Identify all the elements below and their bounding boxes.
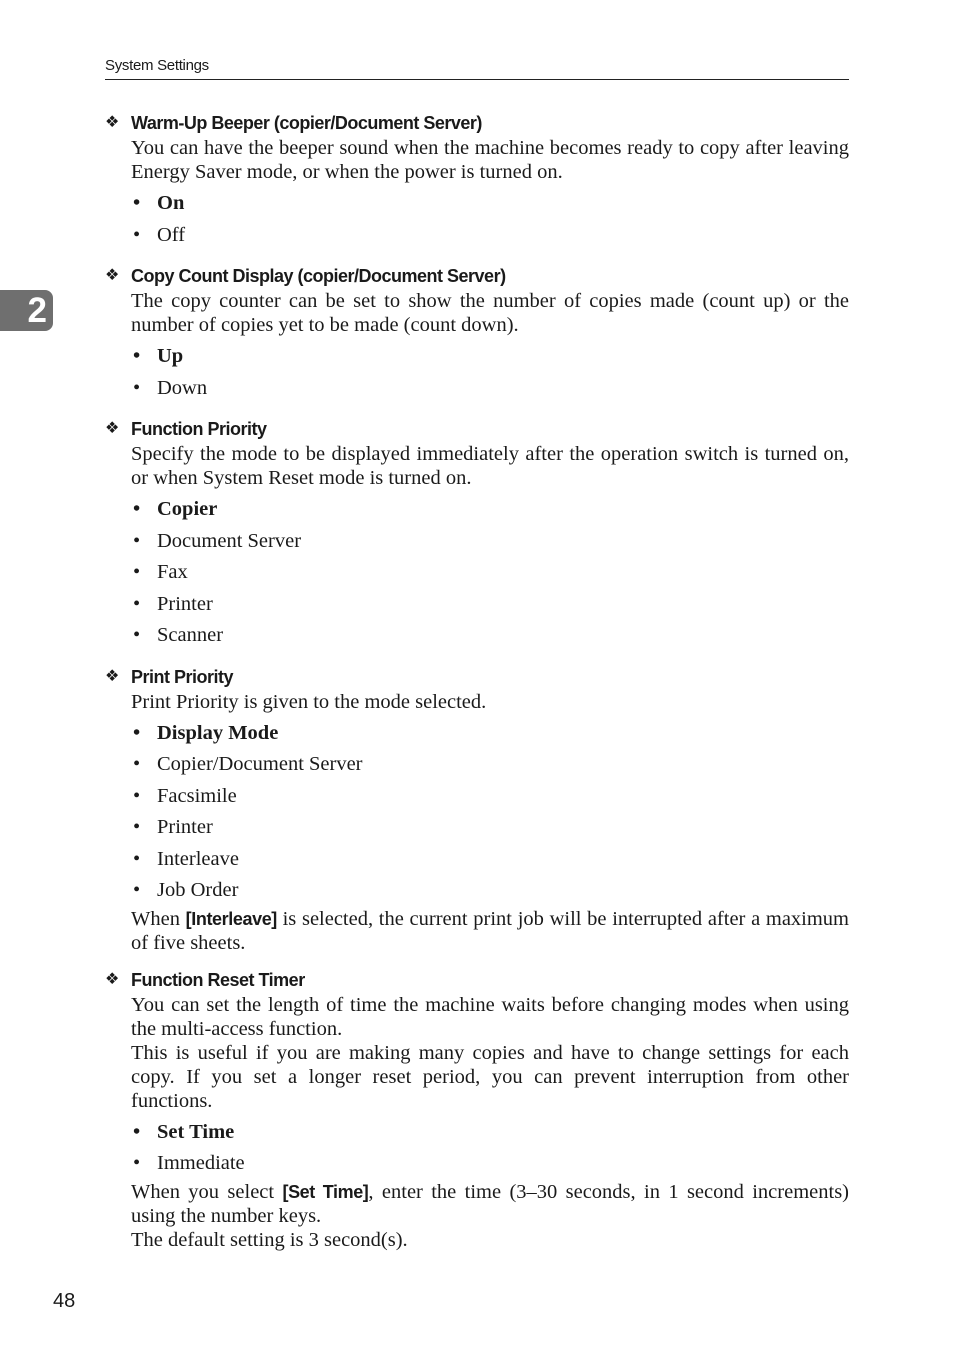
option (131, 589, 849, 621)
option-label: Copier/Document Server (157, 753, 363, 775)
option-list (131, 1117, 849, 1180)
section-heading (105, 664, 849, 690)
running-title: System Settings (105, 57, 209, 74)
diamond-bullet-icon: ❖ (105, 970, 120, 988)
section-function-reset-timer (105, 967, 849, 1252)
option-list (131, 494, 849, 652)
bullet-icon: • (133, 721, 141, 744)
bullet-icon: • (133, 847, 141, 870)
option-label: Scanner (157, 624, 224, 646)
diamond-bullet-icon: ❖ (105, 667, 120, 685)
option-default (131, 341, 849, 373)
bullet-icon: • (133, 753, 141, 775)
option-label: Facsimile (157, 784, 237, 807)
section-print-priority (105, 664, 849, 955)
option-default (131, 188, 849, 220)
option-label: Off (157, 223, 186, 246)
section-warm-up-beeper (105, 110, 849, 251)
section-title: Warm-Up Beeper (copier/Document Server) (131, 113, 482, 133)
section-title: Print Priority (131, 666, 234, 687)
section-title: Function Priority (131, 419, 267, 439)
section-text-2: This is useful if you are making many copies and have to change settings for each copy. If you set a longer reset period, you can prevent interruption from other functions. (131, 1041, 849, 1112)
option-list (131, 718, 849, 907)
diamond-bullet-icon: ❖ (105, 267, 120, 284)
bullet-icon: • (133, 592, 141, 615)
option (131, 557, 849, 589)
section-text: The copy counter can be set to show the number of copies made (count up) or the number of copies yet to be made (count down). (131, 290, 849, 336)
diamond-bullet-icon: ❖ (105, 114, 120, 131)
option-list (131, 188, 849, 251)
bullet-icon: • (133, 529, 141, 552)
bullet-icon: • (133, 784, 141, 807)
option (131, 620, 849, 652)
page-content (105, 110, 849, 1264)
option-label: Down (157, 376, 208, 399)
note-text: is selected, the current print job will be interrupted after a maximum of five sheets. (131, 907, 849, 954)
option-list (131, 341, 849, 404)
diamond-bullet-icon: ❖ (105, 420, 120, 437)
option (131, 373, 849, 405)
section-heading (105, 263, 849, 289)
section-note (131, 1180, 849, 1228)
bullet-icon: • (133, 345, 141, 367)
option (131, 844, 849, 876)
set-time-key-label: [Set Time] (282, 1181, 369, 1202)
option (131, 220, 849, 252)
option-label: On (157, 192, 185, 214)
bullet-icon: • (133, 498, 141, 520)
option (131, 875, 849, 907)
note-text: , enter the time (3–30 seconds, in 1 second increments) using the number keys. (131, 1180, 849, 1227)
bullet-icon: • (133, 376, 141, 399)
bullet-icon: • (133, 624, 141, 646)
option (131, 526, 849, 558)
section-title: Copy Count Display (copier/Document Server) (131, 266, 506, 286)
section-text: Print Priority is given to the mode selected. (131, 690, 487, 713)
note-text: When you select (131, 1180, 283, 1203)
option (131, 1148, 849, 1180)
option (131, 781, 849, 813)
option-label: Job Order (157, 879, 239, 901)
option-default (131, 1117, 849, 1149)
section-note (131, 907, 849, 955)
note-text: When (131, 907, 186, 930)
section-heading (105, 110, 849, 136)
section-title: Function Reset Timer (131, 969, 305, 990)
bullet-icon: • (133, 816, 141, 838)
option-label: Fax (157, 561, 188, 583)
section-text: You can have the beeper sound when the machine becomes ready to copy after leaving Energy Saver mode, or when the power is turned on. (131, 137, 849, 183)
bullet-icon: • (133, 879, 141, 901)
bullet-icon: • (133, 223, 141, 246)
section-heading (105, 967, 849, 993)
bullet-icon: • (133, 561, 141, 583)
section-function-priority (105, 416, 849, 652)
section-copy-count-display (105, 263, 849, 404)
section-note-2: The default setting is 3 second(s). (131, 1228, 408, 1251)
bullet-icon: • (133, 1120, 141, 1143)
chapter-tab: 2 (0, 290, 53, 331)
option-label: Interleave (157, 847, 239, 870)
option-label: Printer (157, 592, 213, 615)
option-label: Set Time (157, 1120, 235, 1143)
interleave-key-label: [Interleave] (185, 908, 277, 929)
option-label: Copier (157, 498, 218, 520)
option-label: Immediate (157, 1152, 245, 1174)
section-text: You can set the length of time the machine waits before changing modes when using the multi-access function. (131, 993, 849, 1040)
running-header (105, 57, 849, 80)
bullet-icon: • (133, 192, 141, 214)
bullet-icon: • (133, 1152, 141, 1174)
option-label: Up (157, 345, 184, 367)
option-label: Printer (157, 816, 213, 838)
option-default (131, 718, 849, 750)
option (131, 812, 849, 844)
section-heading (105, 416, 849, 442)
page-number: 48 (53, 1290, 76, 1312)
option (131, 749, 849, 781)
option-label: Display Mode (157, 721, 279, 744)
option-default (131, 494, 849, 526)
section-text: Specify the mode to be displayed immediately after the operation switch is turned on, or when System Reset mode is turned on. (131, 443, 849, 489)
option-label: Document Server (157, 529, 302, 552)
